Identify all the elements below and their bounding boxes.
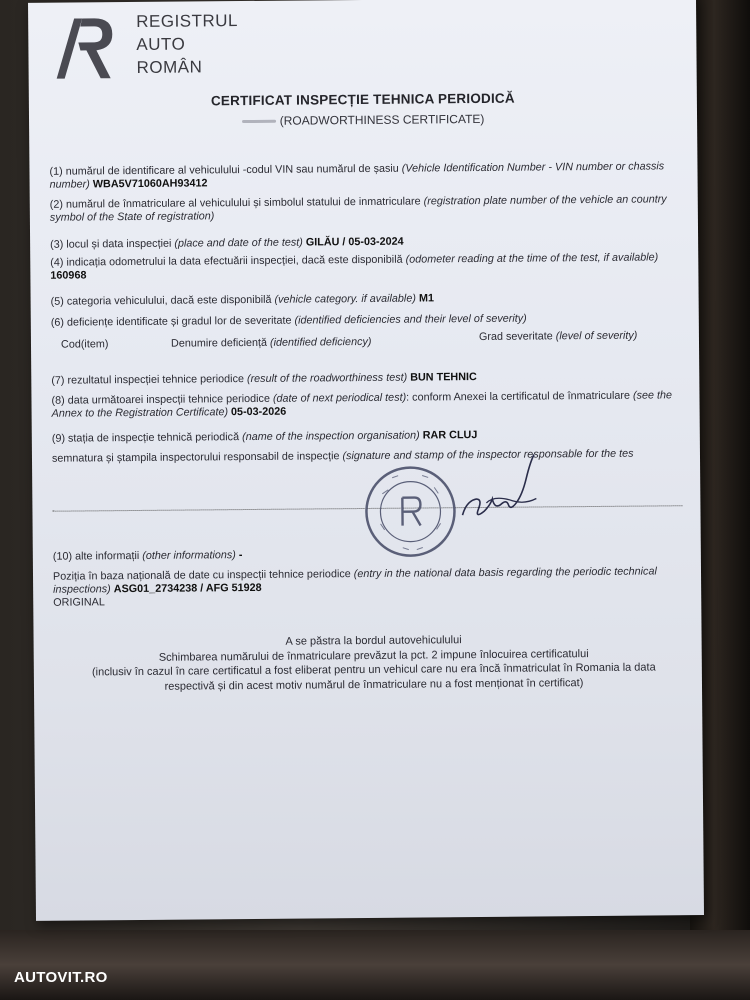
background-bottom bbox=[0, 930, 750, 1000]
field-station bbox=[52, 427, 692, 446]
deficiency-code-header: Cod(item) bbox=[60, 338, 109, 351]
field-registration-en: (registration plate number of the vehicle an country symbol of the State of registration) bbox=[49, 193, 667, 224]
deficiency-grade-header bbox=[479, 330, 638, 343]
field-signature-en: (signature and stamp of the inspector responsable for the tes bbox=[342, 447, 634, 463]
field-place-date-label: (3) locul și data inspecției bbox=[50, 237, 175, 251]
smudge-mark bbox=[242, 120, 276, 123]
deficiency-table-header bbox=[51, 329, 691, 355]
footer-line-4: respectivă și din acest motiv numărul de înmatriculare nu a fost menționat în certificat) bbox=[164, 676, 584, 693]
brand-line-1: REGISTRUL bbox=[136, 11, 239, 31]
subtitle-text: (ROADWORTHINESS CERTIFICATE) bbox=[279, 111, 485, 128]
field-place-date-value: GILĂU / 05-03-2024 bbox=[305, 235, 404, 249]
field-result-en: (result of the roadworthiness test) bbox=[246, 371, 408, 386]
deficiency-grade-en: (level of severity) bbox=[555, 329, 638, 343]
field-other-info-value: - bbox=[238, 549, 243, 562]
field-odometer-label: (4) indicația odometrului la data efectuării inspecției, dacă este disponibilă bbox=[50, 253, 406, 269]
field-station-label: (9) stația de inspecție tehnică periodică bbox=[51, 431, 243, 445]
field-national-db-en: (entry in the national data basis regarding the periodic technical inspections) bbox=[53, 565, 657, 596]
deficiency-grade-text: Grad severitate bbox=[478, 330, 553, 343]
field-odometer-en: (odometer reading at the time of the test, if available) bbox=[405, 251, 659, 266]
brand-name bbox=[136, 9, 238, 79]
field-deficiencies bbox=[51, 311, 691, 330]
field-vin-value: WBA5V71060AH93412 bbox=[92, 177, 208, 191]
footer-line-1: A se păstra la bordul autovehiculului bbox=[285, 634, 462, 648]
field-national-db-value: ASG01_2734238 / AFG 51928 bbox=[113, 581, 262, 596]
certificate-paper bbox=[28, 0, 704, 921]
field-category-label: (5) categoria vehiculului, dacă este disponibilă bbox=[50, 293, 275, 308]
field-national-db bbox=[53, 565, 693, 610]
field-place-date-en: (place and date of the test) bbox=[174, 236, 303, 250]
field-deficiencies-label: (6) deficiențe identificate și gradul lor de severitate bbox=[50, 314, 295, 329]
field-odometer bbox=[50, 251, 690, 283]
certificate-subtitle bbox=[29, 110, 697, 130]
field-station-value: RAR CLUJ bbox=[422, 429, 478, 442]
brand-line-3: ROMÂN bbox=[136, 57, 203, 77]
field-category-en: (vehicle category. if available) bbox=[274, 292, 416, 306]
field-registration-label: (2) numărul de înmatriculare al vehiculului și simbolul statului de inmatriculare bbox=[49, 195, 424, 211]
field-place-date bbox=[50, 233, 690, 252]
original-label: ORIGINAL bbox=[53, 596, 105, 609]
field-station-en: (name of the inspection organisation) bbox=[242, 429, 420, 444]
deficiency-name-en: (identified deficiency) bbox=[269, 335, 372, 349]
field-next-test-value: 05-03-2026 bbox=[230, 405, 287, 419]
field-result-label: (7) rezultatul inspecției tehnice periodice bbox=[51, 373, 248, 387]
footer-notes bbox=[54, 631, 694, 695]
field-next-test-en2: (see the Annex to the Registration Certificate) bbox=[51, 389, 673, 420]
field-registration bbox=[50, 193, 690, 225]
field-result-value: BUN TEHNIC bbox=[410, 371, 477, 384]
field-category bbox=[51, 290, 691, 309]
inspector-signature-icon bbox=[432, 448, 553, 529]
field-vin bbox=[49, 160, 689, 192]
field-national-db-label: Poziția în baza națională de date cu inspecții tehnice periodice bbox=[52, 568, 354, 583]
autovit-watermark: AUTOVIT.RO bbox=[14, 969, 108, 986]
field-other-info-en: (other informations) bbox=[142, 549, 236, 562]
brand-line-2: AUTO bbox=[136, 34, 186, 54]
field-next-test-label: (8) data următoarei inspecții tehnice periodice bbox=[51, 392, 273, 407]
field-deficiencies-en: (identified deficiencies and their level of severity) bbox=[294, 312, 527, 327]
field-next-test-en: (date of next periodical test) bbox=[272, 391, 407, 405]
field-next-test bbox=[51, 389, 691, 421]
footer-line-3: (inclusiv în cazul în care certificatul a fost eliberat pentru un vehicul care nu era încă înmatriculat în Romania la data bbox=[91, 661, 656, 679]
field-category-value: M1 bbox=[418, 292, 434, 305]
field-odometer-value: 160968 bbox=[50, 269, 87, 282]
deficiency-name-text: Denumire deficiență bbox=[170, 336, 268, 350]
field-vin-label: (1) numărul de identificare al vehiculului -codul VIN sau numărul de șasiu bbox=[49, 162, 402, 178]
field-result bbox=[51, 369, 691, 388]
field-vin-en: (Vehicle Identification Number - VIN number or chassis number) bbox=[49, 160, 665, 191]
field-other-info-label: (10) alte informații bbox=[52, 549, 143, 563]
certificate-title: CERTIFICAT INSPECȚIE TEHNICA PERIODICĂ bbox=[210, 90, 515, 109]
field-next-test-rest: : conform Anexei la certificatul de înmatriculare bbox=[406, 389, 634, 404]
field-signature-label: semnatura și ștampila inspectorului responsabil de inspecție bbox=[51, 450, 343, 465]
rar-logo-icon bbox=[50, 12, 115, 83]
footer-line-2: Schimbarea numărului de înmatriculare prevăzut la pct. 2 impune înlocuirea certificatului bbox=[158, 647, 589, 664]
deficiency-name-header bbox=[171, 336, 372, 350]
